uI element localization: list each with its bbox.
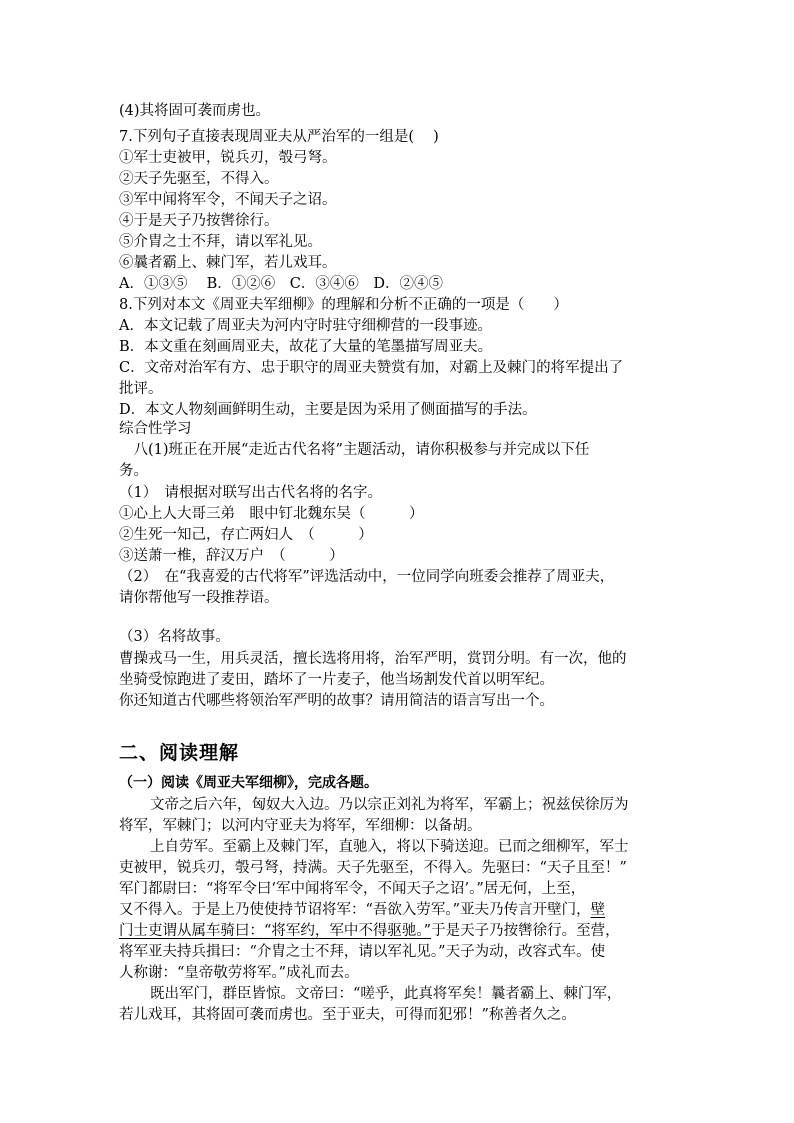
- prompt-1: （1） 请根据对联写出古代名将的名字。: [119, 485, 382, 501]
- prompt-3: （3）名将故事。: [119, 629, 230, 645]
- passage-line: 若儿戏耳，其将固可袭而虏也。至于亚夫，可得而犯邪！”称善者久之。: [119, 1007, 576, 1023]
- passage-line: [119, 921, 620, 941]
- choice-c: C．文帝对治军有方、忠于职守的周亚夫赞赏有加，对霸上及棘门的将军提出了: [119, 360, 624, 376]
- text-line: (4)其将固可袭而虏也。: [119, 103, 271, 119]
- choice-d: D．本文人物刻画鲜明生动，主要是因为采用了侧面描写的手法。: [119, 402, 537, 418]
- passage-line: 军门都尉曰：“将军令曰‘军中闻将军令，不闻天子之诏’。”居无何，上至，: [119, 881, 586, 897]
- story-line: 坐骑受惊跑进了麦田，踏坏了一片麦子，他当场割发代首以明军纪。: [119, 672, 554, 688]
- choice-c-cont: 批评。: [119, 381, 163, 397]
- subsection-title: （一）阅读《周亚夫军细柳》，完成各题。: [119, 775, 378, 791]
- choice-a: A．本文记载了周亚夫为河内守时驻守细柳营的一段事迹。: [119, 318, 492, 334]
- option-line: ①军士吏被甲，锐兵刃，彀弓弩。: [119, 150, 337, 166]
- passage-text: 又不得入。于是上乃使使持节诏将军：“吾欲入劳军。”亚夫乃传言开壁门，: [119, 902, 591, 918]
- story-line: 曹操戎马一生，用兵灵活，擅长选将用将，治军严明，赏罚分明。有一次，他的: [119, 651, 627, 667]
- passage-line: 上自劳军。至霸上及棘门军，直驰入，将以下骑送迎。已而之细柳军，军士: [150, 839, 629, 855]
- couplet-line: ②生死一知己，存亡两妇人 （ ）: [119, 527, 373, 543]
- question-8: 8.下列对本文《周亚夫军细柳》的理解和分析不正确的一项是（ ）: [119, 297, 568, 313]
- passage-line: 人称谢：“皇帝敬劳将军。”成礼而去。: [119, 965, 359, 981]
- passage-line: 将军，军棘门；以河内守亚夫为将军，军细柳：以备胡。: [119, 818, 482, 834]
- underlined-text: 壁: [590, 902, 606, 918]
- option-line: ⑤介胄之士不拜，请以军礼见。: [119, 234, 322, 250]
- passage-line: 既出军门，群臣皆惊。文帝曰：“嗟乎，此真将军矣！曩者霸上、棘门军，: [150, 986, 622, 1002]
- option-line: ⑥曩者霸上、棘门军，若儿戏耳。: [119, 255, 337, 271]
- question-7: 7.下列句子直接表现周亚夫从严治军的一组是( ): [119, 129, 439, 145]
- passage-line: 文帝之后六年，匈奴大入边。乃以宗正刘礼为将军，军霸上；祝兹侯徐厉为: [150, 797, 629, 813]
- prompt-2: （2） 在“我喜爱的古代将军”评选活动中，一位同学向班委会推荐了周亚夫，: [119, 569, 615, 585]
- answer-choices: A．①③⑤ B．①②⑥ C．③④⑥ D．②④⑤: [119, 276, 443, 292]
- passage-line: 将军亚夫持兵揖曰：“介胄之士不拜，请以军礼见。”天子为动，改容式车。使: [119, 944, 606, 960]
- passage-line: 吏被甲，锐兵刃，彀弓弩，持满。天子先驱至，不得入。先驱曰：“天子且至！”: [119, 860, 627, 876]
- section-title: 综合性学习: [119, 421, 192, 437]
- option-line: ③军中闻将军令，不闻天子之诏。: [119, 192, 337, 208]
- underlined-text: 门士吏谓从属车骑曰：“将军约，军中不得驱驰。”: [119, 923, 432, 939]
- choice-b: B．本文重在刻画周亚夫，故花了大量的笔墨描写周亚夫。: [119, 339, 493, 355]
- option-line: ④于是天子乃按辔徐行。: [119, 213, 279, 229]
- intro-line: 务。: [119, 463, 148, 479]
- section-heading: 二、阅读理解: [119, 742, 240, 764]
- intro-line: 八(1)班正在开展“走近古代名将”主题活动，请你积极参与并完成以下任: [119, 442, 590, 458]
- story-question: 你还知道古代哪些将领治军严明的故事？请用简洁的语言写出一个。: [119, 693, 554, 709]
- passage-text: 于是天子乃按辔徐行。至营，: [431, 923, 620, 939]
- couplet-line: ①心上人大哥三弟 眼中钉北魏东吴（ ）: [119, 506, 424, 522]
- prompt-2-cont: 请你帮他写一段推荐语。: [119, 590, 279, 606]
- passage-line: [119, 900, 605, 920]
- couplet-line: ③送萧一椎，辞汉万户 （ ）: [119, 548, 344, 564]
- option-line: ②天子先驱至，不得入。: [119, 171, 279, 187]
